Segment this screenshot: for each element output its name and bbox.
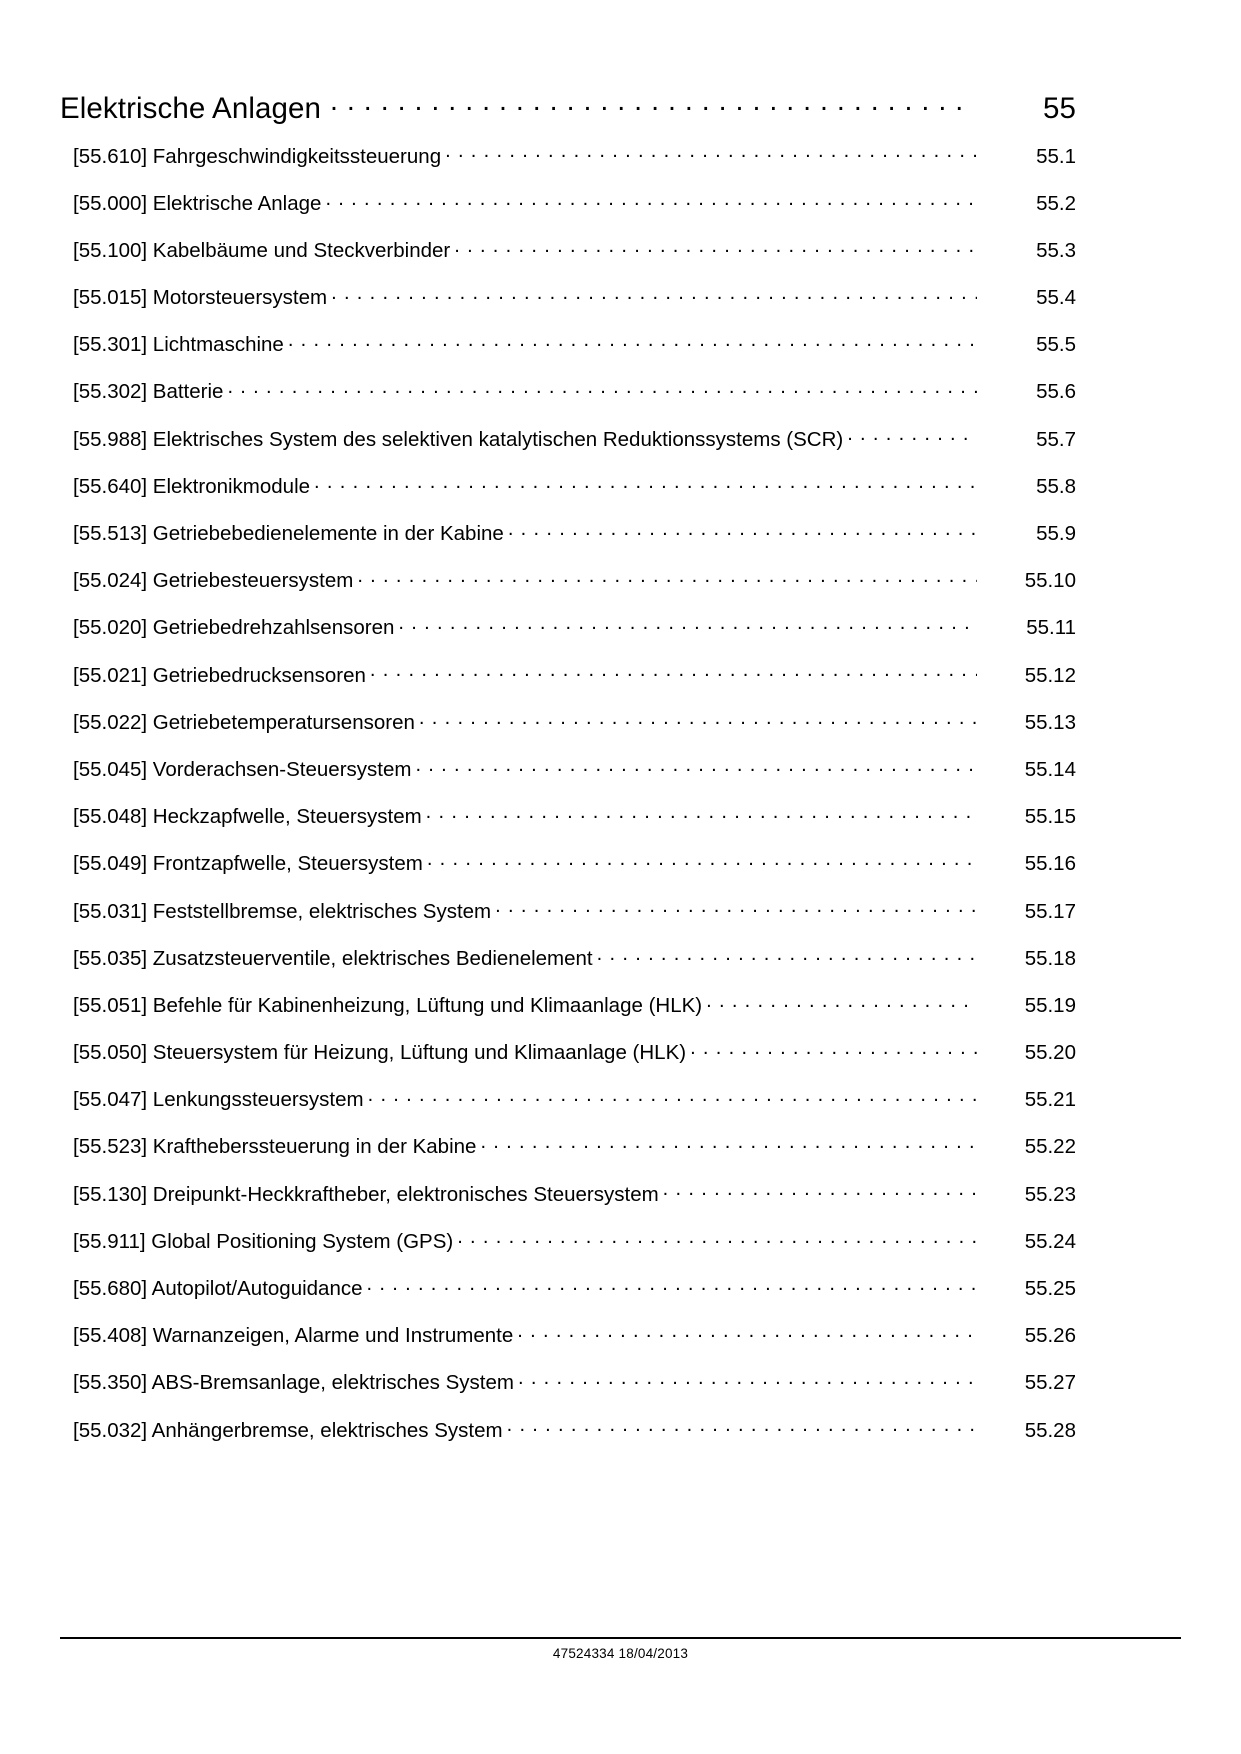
toc-entry-row[interactable] xyxy=(60,850,1076,897)
toc-entry-row[interactable] xyxy=(60,708,1076,755)
dot-leader xyxy=(847,425,977,446)
toc-entry-title: [55.523] Kraftheberssteuerung in der Kabine xyxy=(73,1135,477,1159)
dot-leader xyxy=(368,1086,977,1107)
toc-entry-row[interactable] xyxy=(60,425,1076,472)
dot-leader xyxy=(517,1322,977,1343)
dot-leader xyxy=(706,991,977,1012)
dot-leader xyxy=(445,142,977,163)
toc-entry-page-number: 55.18 xyxy=(1024,946,1076,970)
toc-entry-title: [55.513] Getriebebedienelemente in der Kabine xyxy=(73,522,504,545)
toc-entry-row[interactable] xyxy=(60,472,1076,519)
dot-leader xyxy=(367,1275,977,1296)
toc-entry-title: [55.022] Getriebetemperatursensoren xyxy=(73,710,415,734)
toc-entry-page-number: 55.17 xyxy=(1024,899,1076,923)
footer-document-id: 47524334 18/04/2013 xyxy=(552,1645,689,1661)
toc-entry-page-number: 55.20 xyxy=(1024,1041,1076,1065)
dot-leader xyxy=(330,88,974,118)
dot-leader xyxy=(663,1180,977,1201)
toc-entry-title: [55.301] Lichtmaschine xyxy=(73,333,284,357)
toc-entry-title: [55.680] Autopilot/Autoguidance xyxy=(73,1277,363,1300)
toc-entry-row[interactable] xyxy=(60,755,1076,802)
toc-chapter-row[interactable] xyxy=(60,88,1076,123)
dot-leader xyxy=(454,236,977,257)
toc-entry-title: [55.988] Elektrisches System des selektiven katalytischen Reduktionssystems (SCR) xyxy=(73,427,844,451)
toc-entry-page-number: 55.12 xyxy=(1024,663,1076,687)
toc-entry-page-number: 55.25 xyxy=(1024,1277,1076,1300)
dot-leader xyxy=(325,189,977,210)
toc-entry-title: [55.050] Steuersystem für Heizung, Lüftung und Klimaanlage (HLK) xyxy=(73,1041,687,1065)
dot-leader xyxy=(480,1133,977,1154)
toc-entry-title: [55.020] Getriebedrehzahlsensoren xyxy=(73,616,395,640)
footer-divider xyxy=(60,1637,1181,1639)
toc-entry-title: [55.408] Warnanzeigen, Alarme und Instrumente xyxy=(73,1324,514,1348)
toc-entry-row[interactable] xyxy=(60,803,1076,850)
toc-entry-title: [55.130] Dreipunkt-Heckkraftheber, elektronisches Steuersystem xyxy=(73,1182,659,1206)
toc-entry-title: [55.032] Anhängerbremse, elektrisches System xyxy=(73,1418,503,1442)
toc-entry-row[interactable] xyxy=(60,991,1076,1038)
toc-entry-row[interactable] xyxy=(60,567,1076,614)
dot-leader xyxy=(227,378,977,399)
dot-leader xyxy=(495,897,977,918)
dot-leader xyxy=(357,567,977,588)
toc-entry-row[interactable] xyxy=(60,189,1076,236)
dot-leader xyxy=(288,331,977,352)
page-footer xyxy=(60,1637,1181,1662)
toc-entry-title: [55.610] Fahrgeschwindigkeitssteuerung xyxy=(73,144,442,168)
toc-entry-page-number: 55.11 xyxy=(1026,616,1076,640)
toc-entry-page-number: 55.16 xyxy=(1024,852,1076,876)
toc-entry-title: [55.048] Heckzapfwelle, Steuersystem xyxy=(73,805,422,829)
toc-chapter-title: Elektrische Anlagen xyxy=(60,91,322,125)
toc-entry-title: [55.100] Kabelbäume und Steckverbinder xyxy=(73,238,451,262)
dot-leader xyxy=(415,755,977,776)
toc-entry-page-number: 55.22 xyxy=(1024,1135,1076,1159)
toc-entry-title: [55.051] Befehle für Kabinenheizung, Lüftung und Klimaanlage (HLK) xyxy=(73,993,703,1017)
toc-entry-row[interactable] xyxy=(60,236,1076,283)
dot-leader xyxy=(370,661,977,682)
toc-entry-page-number: 55.2 xyxy=(1036,191,1076,215)
toc-entry-title: [55.024] Getriebesteuersystem xyxy=(73,569,354,593)
toc-entry-page-number: 55.27 xyxy=(1024,1371,1076,1395)
toc-entry-page-number: 55.23 xyxy=(1024,1182,1076,1206)
dot-leader xyxy=(507,1416,977,1437)
dot-leader xyxy=(426,803,977,824)
dot-leader xyxy=(427,850,977,871)
toc-entry-row[interactable] xyxy=(60,520,1076,567)
toc-entry-page-number: 55.19 xyxy=(1024,993,1076,1017)
toc-entry-row[interactable] xyxy=(60,897,1076,944)
toc-entry-row[interactable] xyxy=(60,1275,1076,1322)
dot-leader xyxy=(597,944,977,965)
toc-entry-title: [55.031] Feststellbremse, elektrisches System xyxy=(73,899,492,923)
toc-entry-row[interactable] xyxy=(60,1180,1076,1227)
toc-entry-row[interactable] xyxy=(60,284,1076,331)
toc-entry-page-number: 55.21 xyxy=(1024,1088,1076,1112)
dot-leader xyxy=(690,1039,977,1060)
toc-entry-row[interactable] xyxy=(60,1086,1076,1133)
toc-entry-page-number: 55.7 xyxy=(1036,427,1076,451)
toc-entry-row[interactable] xyxy=(60,1227,1076,1274)
toc-entry-row[interactable] xyxy=(60,331,1076,378)
toc-entry-page-number: 55.4 xyxy=(1036,286,1076,310)
toc-entry-row[interactable] xyxy=(60,1322,1076,1369)
dot-leader xyxy=(398,614,977,635)
toc-entry-page-number: 55.5 xyxy=(1036,333,1076,357)
toc-entry-page-number: 55.24 xyxy=(1024,1229,1076,1253)
dot-leader xyxy=(457,1227,977,1248)
toc-entry-row[interactable] xyxy=(60,661,1076,708)
toc-entry-title: [55.350] ABS-Bremsanlage, elektrisches System xyxy=(73,1371,514,1395)
toc-entry-page-number: 55.13 xyxy=(1024,710,1076,734)
toc-entry-title: [55.021] Getriebedrucksensoren xyxy=(73,663,366,687)
toc-entry-title: [55.640] Elektronikmodule xyxy=(73,474,311,498)
toc-entry-page-number: 55.28 xyxy=(1024,1418,1076,1442)
toc-entry-page-number: 55.14 xyxy=(1024,757,1076,781)
toc-entry-row[interactable] xyxy=(60,1369,1076,1416)
toc-entry-row[interactable] xyxy=(60,142,1076,189)
toc-entry-row[interactable] xyxy=(60,1416,1076,1463)
toc-entry-page-number: 55.6 xyxy=(1036,380,1076,404)
toc-entry-title: [55.035] Zusatzsteuerventile, elektrisches Bedienelement xyxy=(73,946,593,970)
toc-chapter-page-number: 55 xyxy=(1042,91,1076,125)
dot-leader xyxy=(314,472,977,493)
toc-entry-title: [55.049] Frontzapfwelle, Steuersystem xyxy=(73,852,423,876)
toc-entry-title: [55.911] Global Positioning System (GPS) xyxy=(73,1229,454,1253)
toc-entry-row[interactable] xyxy=(60,1133,1076,1180)
toc-entry-page-number: 55.1 xyxy=(1036,144,1076,168)
toc-entry-page-number: 55.3 xyxy=(1036,238,1076,262)
toc-entry-list xyxy=(60,142,1076,1463)
table-of-contents xyxy=(60,88,1076,1463)
toc-entry-title: [55.045] Vorderachsen-Steuersystem xyxy=(73,757,412,781)
toc-entry-title: [55.302] Batterie xyxy=(73,380,224,404)
toc-entry-page-number: 55.26 xyxy=(1024,1324,1076,1348)
toc-entry-row[interactable] xyxy=(60,614,1076,661)
toc-entry-row[interactable] xyxy=(60,944,1076,991)
toc-entry-page-number: 55.9 xyxy=(1036,522,1076,545)
dot-leader xyxy=(518,1369,977,1390)
toc-entry-page-number: 55.15 xyxy=(1024,805,1076,829)
dot-leader xyxy=(508,520,977,541)
dot-leader xyxy=(419,708,977,729)
toc-entry-row[interactable] xyxy=(60,378,1076,425)
toc-entry-title: [55.000] Elektrische Anlage xyxy=(73,191,322,215)
toc-entry-page-number: 55.10 xyxy=(1024,569,1076,593)
toc-entry-page-number: 55.8 xyxy=(1036,474,1076,498)
toc-entry-title: [55.015] Motorsteuersystem xyxy=(73,286,328,310)
toc-entry-title: [55.047] Lenkungssteuersystem xyxy=(73,1088,364,1112)
toc-entry-row[interactable] xyxy=(60,1039,1076,1086)
dot-leader xyxy=(331,284,977,305)
